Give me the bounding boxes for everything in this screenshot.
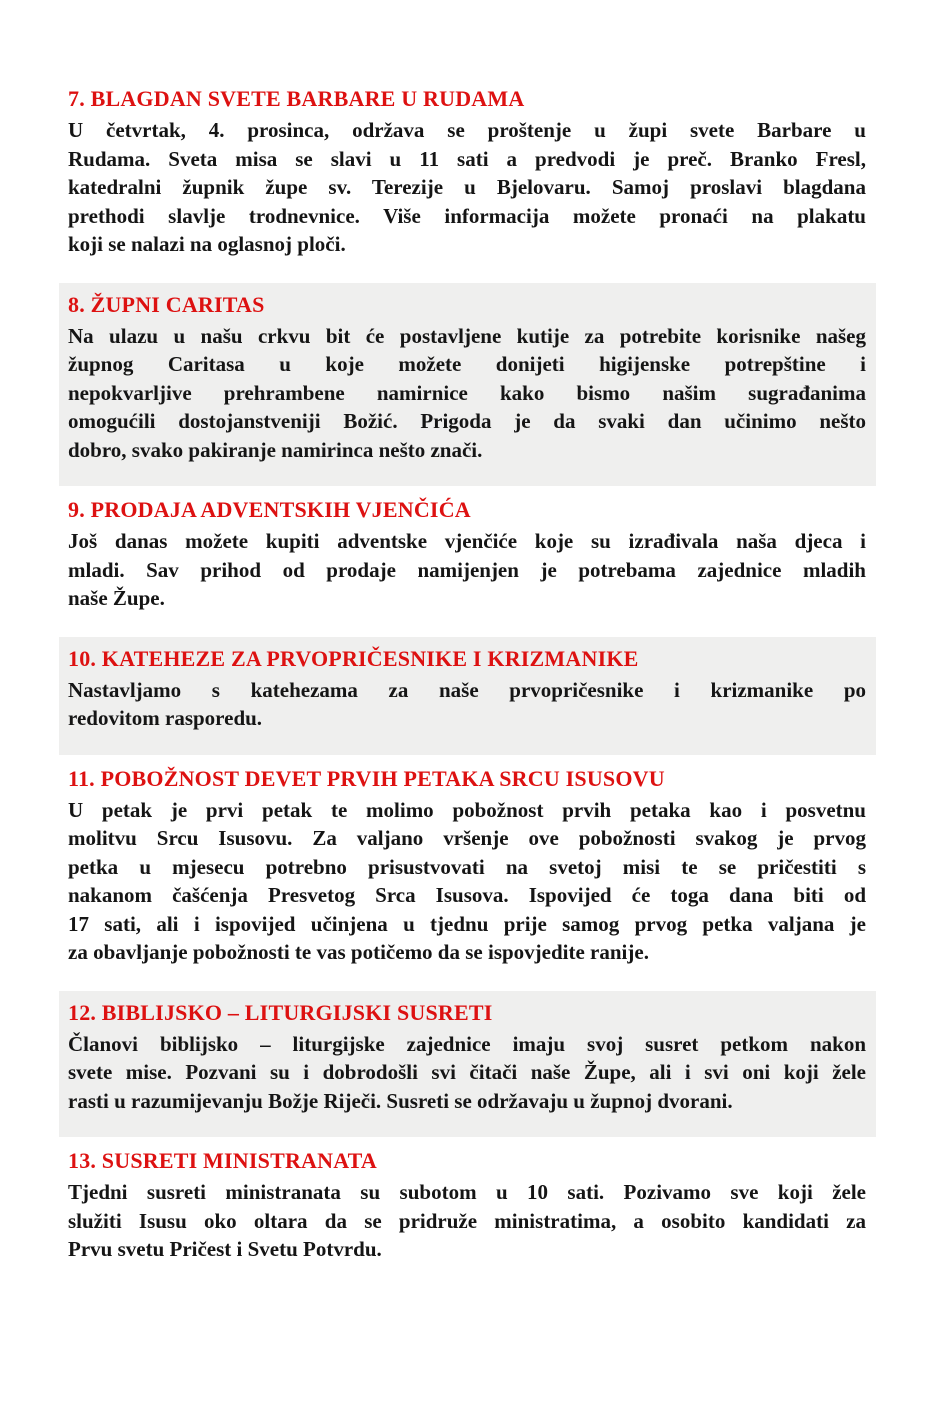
body-line: Tjedni susreti ministranata su subotom u 10 sati. Pozivamo sve koji žele <box>68 1180 866 1204</box>
body-line: U četvrtak, 4. prosinca, održava se proštenje u župi svete Barbare u <box>68 118 866 142</box>
body-line: dobro, svako pakiranje namirinca nešto znači. <box>68 437 483 462</box>
body-line: 17 sati, ali i ispovijed učinjena u tjednu prije samog prvog petka valjana je <box>68 911 866 936</box>
body-line: katedralni župnik župe sv. Terezije u Bjelovaru. Samoj proslavi blagdana <box>68 175 866 199</box>
section-heading: 13. SUSRETI MINISTRANATA <box>68 1148 377 1173</box>
bulletin-content-column <box>68 84 866 1288</box>
body-line: Rudama. Sveta misa se slavi u 11 sati a predvodi je preč. Branko Fresl, <box>68 146 866 171</box>
section-heading: 9. PRODAJA ADVENTSKIH VJENČIĆA <box>68 497 471 522</box>
body-line: redovitom rasporedu. <box>68 706 263 730</box>
body-line: Članovi biblijsko – liturgijske zajednice imaju svoj susret petkom nakon <box>68 1031 866 1056</box>
section-heading: 12. BIBLIJSKO – LITURGIJSKI SUSRETI <box>68 999 493 1025</box>
section-zupni-caritas <box>59 283 876 487</box>
body-line: nakanom čašćenja Presvetog Srca Isusova. Ispovijed će toga dana biti od <box>68 883 866 907</box>
section-susreti-ministranata <box>68 1146 866 1264</box>
section-kateheze <box>59 637 876 755</box>
body-line: U petak je prvi petak te molimo pobožnost prvih petaka kao i posvetnu <box>68 797 866 822</box>
body-line: petka u mjesecu potrebno prisustvovati na svetoj misi te se pričestiti s <box>68 854 866 879</box>
body-line: molitvu Srcu Isusovu. Za valjano vršenje ove pobožnosti svakog je prvog <box>68 826 866 850</box>
body-line: Na ulazu u našu crkvu bit će postavljene kutije za potrebite korisnike našeg <box>68 323 866 348</box>
body-line: nepokvarljive prehrambene namirnice kako bismo našim sugrađanima <box>68 380 866 405</box>
body-line: za obavljanje pobožnosti te vas potičemo da se ispovjedite ranije. <box>68 940 649 964</box>
body-line: služiti Isusu oko oltara da se pridruže ministratima, a osobito kandidati za <box>68 1208 866 1233</box>
section-poboznost-devet-prvih-petaka <box>68 764 866 967</box>
section-biblijsko-liturgijski-susreti <box>59 991 876 1138</box>
body-line: omogućili dostojanstveniji Božić. Prigoda je da svaki dan učinimo nešto <box>68 409 866 433</box>
body-line: Nastavljamo s katehezama za naše prvopričesnike i krizmanike po <box>68 677 866 702</box>
body-line: rasti u razumijevanju Božje Riječi. Susreti se održavaju u župnoj dvorani. <box>68 1088 733 1113</box>
section-heading: 7. BLAGDAN SVETE BARBARE U RUDAMA <box>68 86 525 111</box>
section-heading: 11. POBOŽNOST DEVET PRVIH PETAKA SRCU ISUSOVU <box>68 765 665 791</box>
body-line: prethodi slavlje trodnevnice. Više informacija možete pronaći na plakatu <box>68 203 866 228</box>
body-line: svete mise. Pozvani su i dobrodošli svi čitači naše Župe, ali i svi oni koji žele <box>68 1060 866 1084</box>
body-line: župnog Caritasa u koje možete donijeti higijenske potrepštine i <box>68 352 866 376</box>
body-line: Prvu svetu Pričest i Svetu Potvrdu. <box>68 1237 382 1261</box>
body-line: koji se nalazi na oglasnoj ploči. <box>68 232 346 256</box>
section-prodaja-adventskih-vjencica <box>68 495 866 613</box>
section-blagdan-svete-barbare <box>68 84 866 259</box>
body-line: Još danas možete kupiti adventske vjenčiće koje su izrađivala naša djeca i <box>68 529 866 553</box>
body-line: naše Župe. <box>68 586 165 610</box>
section-heading: 8. ŽUPNI CARITAS <box>68 291 265 317</box>
section-heading: 10. KATEHEZE ZA PRVOPRIČESNIKE I KRIZMANIKE <box>68 645 639 671</box>
body-line: mladi. Sav prihod od prodaje namijenjen je potrebama zajednice mladih <box>68 557 866 582</box>
